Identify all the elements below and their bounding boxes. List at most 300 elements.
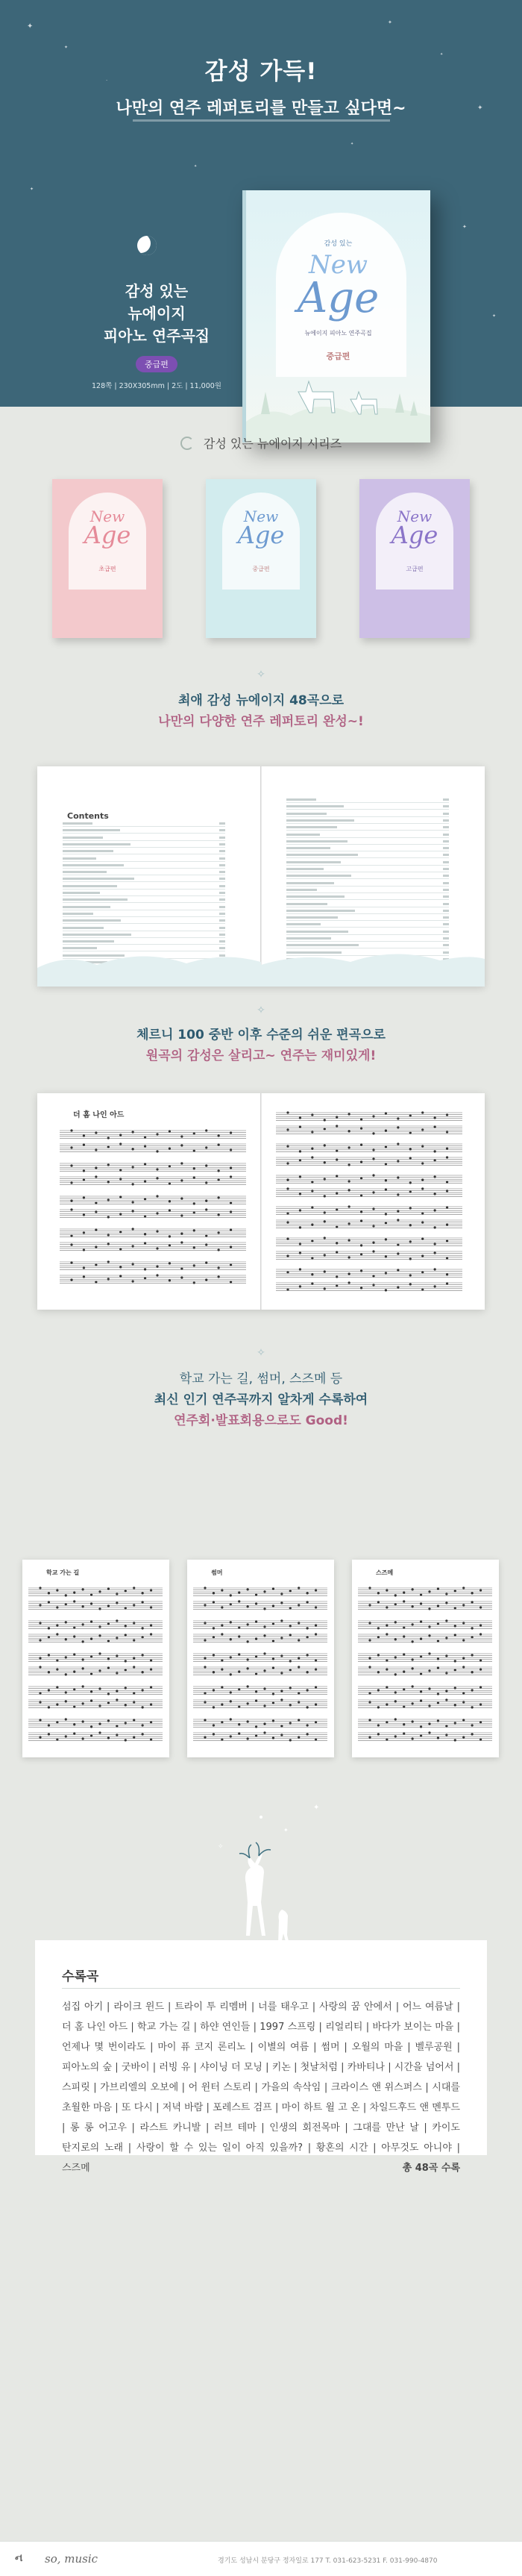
music-note [386, 1589, 388, 1591]
music-note [272, 1587, 274, 1589]
music-note [230, 1594, 232, 1596]
music-note [119, 1248, 122, 1250]
music-note [409, 1148, 412, 1150]
crescent-moon-icon [180, 437, 194, 450]
contents-row-page [443, 910, 449, 912]
music-note [403, 1600, 405, 1602]
music-note [169, 1209, 171, 1211]
music-note [397, 1210, 399, 1212]
music-note [386, 1633, 388, 1635]
music-note [169, 1200, 171, 1202]
music-note [263, 1704, 265, 1707]
music-note [144, 1233, 146, 1235]
music-note [289, 1589, 292, 1592]
music-note [218, 1178, 220, 1181]
section-line: 연주회·발표회용으로도 Good! [174, 1413, 348, 1428]
music-note [132, 1263, 134, 1265]
contents-row-text [63, 829, 120, 831]
music-note [180, 1197, 183, 1199]
hero-subheadline: 나만의 연주 레퍼토리를 만들고 싶다면~ [116, 99, 406, 118]
music-note [306, 1671, 309, 1673]
music-note [238, 1626, 240, 1628]
music-note [446, 1223, 448, 1225]
music-note [221, 1624, 223, 1626]
piece-title: 스즈메 [376, 1569, 394, 1576]
contents-row-page [443, 931, 449, 933]
music-note [286, 1254, 289, 1257]
contents-row-page [219, 829, 225, 831]
music-note [238, 1705, 240, 1707]
contents-row [286, 899, 449, 900]
music-note [56, 1633, 58, 1635]
music-note [437, 1736, 439, 1739]
music-note [324, 1254, 326, 1256]
contents-row-page [443, 819, 449, 822]
music-note [434, 1285, 436, 1287]
music-note [394, 1673, 397, 1675]
music-note [70, 1129, 72, 1131]
music-note [204, 1657, 206, 1659]
music-note [298, 1622, 300, 1624]
music-note [386, 1738, 388, 1740]
music-note [230, 1735, 232, 1737]
section-heading [0, 1369, 522, 1431]
music-note [385, 1289, 387, 1291]
music-note [420, 1734, 422, 1736]
music-note [221, 1721, 223, 1723]
contents-row-page [443, 861, 449, 863]
contents-row-text [63, 885, 117, 887]
music-note [119, 1231, 122, 1233]
music-note [428, 1590, 430, 1592]
music-note [180, 1179, 183, 1181]
music-note [286, 1111, 289, 1113]
music-note [255, 1734, 257, 1736]
contents-row-page [219, 850, 225, 852]
music-note [286, 1145, 289, 1147]
music-note [397, 1193, 399, 1195]
music-note [428, 1634, 430, 1636]
divider [62, 1988, 460, 1989]
series-book-intermediate [206, 479, 316, 638]
music-note [107, 1736, 110, 1739]
music-note [403, 1591, 405, 1593]
music-note [311, 1257, 313, 1259]
music-note [65, 1691, 67, 1693]
music-note [48, 1601, 50, 1603]
music-note [306, 1733, 309, 1735]
music-note [315, 1606, 317, 1608]
music-note [247, 1640, 249, 1642]
music-note [386, 1703, 388, 1705]
music-note [446, 1282, 448, 1284]
music-note [421, 1128, 424, 1131]
music-note [311, 1113, 313, 1116]
music-note [377, 1706, 380, 1708]
music-note [73, 1653, 75, 1655]
contents-row-page [443, 798, 449, 801]
music-note [247, 1685, 249, 1687]
music-note [446, 1257, 448, 1259]
music-note [434, 1150, 436, 1152]
contents-row-page [219, 898, 225, 901]
music-note [434, 1226, 436, 1228]
music-note [98, 1722, 101, 1725]
music-note [299, 1209, 301, 1211]
music-note [289, 1660, 292, 1662]
music-note [255, 1699, 257, 1701]
music-note [315, 1721, 317, 1723]
music-note [289, 1607, 292, 1609]
music-note [397, 1126, 399, 1128]
music-note [193, 1149, 195, 1151]
music-note [336, 1275, 338, 1278]
music-note [39, 1666, 41, 1668]
music-note [238, 1732, 240, 1734]
music-note [125, 1686, 127, 1689]
music-staff [28, 1582, 163, 1750]
music-note [306, 1689, 309, 1691]
music-note [56, 1624, 58, 1626]
star-icon: ✦ [388, 19, 392, 25]
music-note [315, 1659, 317, 1661]
music-note [311, 1206, 313, 1208]
contents-row [63, 840, 225, 841]
music-note [462, 1622, 465, 1624]
music-note [272, 1701, 274, 1704]
contents-row-page [443, 805, 449, 807]
music-note [299, 1268, 301, 1270]
music-note [445, 1601, 447, 1604]
music-note [247, 1658, 249, 1660]
music-note [299, 1242, 301, 1245]
music-note [263, 1652, 265, 1654]
music-note [83, 1213, 85, 1216]
music-note [412, 1685, 414, 1687]
svg-text:✧: ✧ [218, 1843, 224, 1851]
music-note [119, 1169, 122, 1171]
star-icon: ✦ [462, 224, 467, 230]
music-note [336, 1116, 338, 1118]
music-note [48, 1733, 50, 1735]
music-note [446, 1273, 448, 1275]
star-icon: ✦ [194, 164, 198, 169]
music-note [420, 1593, 422, 1595]
music-note [437, 1587, 439, 1589]
music-note [386, 1686, 388, 1688]
music-note [428, 1704, 430, 1707]
music-note [434, 1116, 436, 1119]
music-note [107, 1666, 110, 1669]
music-note [462, 1701, 465, 1703]
music-note [394, 1621, 397, 1623]
music-note [39, 1692, 41, 1694]
music-note [368, 1586, 371, 1589]
music-note [479, 1633, 482, 1635]
music-note [56, 1703, 58, 1705]
music-note [324, 1220, 326, 1222]
music-note [48, 1689, 50, 1691]
music-note [255, 1593, 257, 1595]
music-note [150, 1686, 152, 1688]
music-note [230, 1700, 232, 1702]
music-note [263, 1687, 265, 1689]
track-count: 총 48곡 수록 [402, 2163, 460, 2174]
music-note [298, 1719, 300, 1721]
music-note [368, 1692, 371, 1694]
music-note [434, 1125, 436, 1128]
contents-row-text [63, 837, 103, 839]
music-note [462, 1666, 465, 1668]
music-note [360, 1118, 362, 1120]
music-note [368, 1639, 371, 1641]
music-note [230, 1263, 232, 1266]
music-note [132, 1210, 134, 1212]
contents-row-page [443, 847, 449, 849]
music-note [142, 1689, 144, 1691]
music-note [263, 1634, 265, 1636]
music-note [437, 1692, 439, 1695]
music-note [263, 1669, 265, 1672]
contents-row-text [286, 854, 358, 856]
music-note [385, 1163, 387, 1165]
music-note [372, 1284, 374, 1286]
music-note [421, 1178, 424, 1181]
cover-title-top: New [243, 507, 279, 525]
music-note [238, 1635, 240, 1637]
music-note [218, 1143, 220, 1145]
music-note [446, 1156, 448, 1158]
music-note [133, 1701, 135, 1703]
music-note [48, 1636, 50, 1638]
music-note [133, 1639, 135, 1641]
music-note [454, 1660, 456, 1662]
music-note [255, 1620, 257, 1622]
music-note [56, 1589, 58, 1591]
music-note [83, 1134, 85, 1137]
contents-row-page [219, 837, 225, 839]
music-note [445, 1725, 447, 1727]
music-note [372, 1148, 374, 1151]
music-note [156, 1212, 158, 1214]
music-note [95, 1210, 97, 1213]
music-note [372, 1174, 374, 1176]
music-note [315, 1738, 317, 1740]
music-note [348, 1113, 350, 1115]
music-note [65, 1718, 67, 1720]
music-note [437, 1666, 439, 1669]
music-note [142, 1733, 144, 1735]
music-note [156, 1230, 158, 1232]
music-note [205, 1199, 207, 1201]
music-note [73, 1591, 75, 1593]
music-note [479, 1703, 482, 1705]
music-note [221, 1738, 223, 1740]
music-note [360, 1244, 362, 1246]
star-icon: ✦ [492, 313, 497, 319]
music-note [368, 1622, 371, 1624]
music-note [247, 1702, 249, 1704]
music-note [144, 1242, 146, 1244]
music-note [298, 1692, 300, 1694]
music-note [144, 1163, 146, 1165]
contents-row-page [443, 916, 449, 919]
music-note [107, 1604, 110, 1607]
music-note [150, 1589, 152, 1591]
music-note [409, 1131, 412, 1134]
music-note [70, 1278, 72, 1281]
music-note [286, 1178, 289, 1181]
music-note [289, 1669, 292, 1671]
music-note [107, 1587, 110, 1589]
music-note [90, 1699, 92, 1701]
music-note [421, 1221, 424, 1223]
music-note [83, 1178, 85, 1181]
music-note [193, 1264, 195, 1266]
music-note [454, 1722, 456, 1724]
contents-row [286, 886, 449, 887]
section-line: 체르니 100 중반 이후 수준의 쉬운 편곡으로 [136, 1028, 386, 1042]
music-note [368, 1604, 371, 1606]
music-note [403, 1653, 405, 1655]
music-note [230, 1673, 232, 1675]
music-note [306, 1627, 309, 1629]
music-note [238, 1670, 240, 1672]
series-heading [0, 434, 522, 451]
music-note [420, 1602, 422, 1604]
music-note [95, 1166, 97, 1169]
contents-row-page [219, 843, 225, 845]
music-note [428, 1722, 430, 1725]
music-note [213, 1592, 215, 1594]
music-note [205, 1208, 207, 1210]
music-note [437, 1701, 439, 1704]
music-note [479, 1721, 482, 1723]
music-note [156, 1133, 158, 1135]
music-note [39, 1701, 41, 1703]
music-note [193, 1132, 195, 1134]
book-title-line: 뉴에이지 [128, 304, 186, 322]
music-note [289, 1686, 292, 1689]
music-note [133, 1657, 135, 1659]
music-note [230, 1281, 232, 1283]
music-note [280, 1725, 283, 1727]
music-note [315, 1589, 317, 1591]
music-note [116, 1672, 118, 1674]
music-note [98, 1687, 101, 1689]
music-staff-right [276, 1108, 462, 1295]
music-note [142, 1671, 144, 1673]
music-note [65, 1621, 67, 1623]
music-note [205, 1243, 207, 1245]
music-note [230, 1201, 232, 1204]
music-note [454, 1704, 456, 1706]
music-note [445, 1619, 447, 1622]
music-note [169, 1279, 171, 1281]
music-note [255, 1672, 257, 1675]
music-note [360, 1210, 362, 1213]
music-note [180, 1267, 183, 1269]
music-note [142, 1601, 144, 1603]
music-note [289, 1739, 292, 1741]
music-note [403, 1635, 405, 1637]
music-note [412, 1640, 414, 1642]
music-note [420, 1725, 422, 1728]
music-note [204, 1666, 206, 1668]
music-note [385, 1112, 387, 1114]
music-note [286, 1221, 289, 1223]
music-note [471, 1636, 474, 1638]
music-note [107, 1137, 110, 1139]
music-note [133, 1736, 135, 1738]
music-note [446, 1131, 448, 1133]
music-note [39, 1719, 41, 1721]
music-note [280, 1672, 283, 1674]
music-note [324, 1287, 326, 1289]
music-note [95, 1281, 97, 1283]
music-note [409, 1274, 412, 1276]
music-note [142, 1706, 144, 1708]
music-note [255, 1690, 257, 1692]
music-note [107, 1260, 110, 1263]
music-note [324, 1211, 326, 1213]
music-note [218, 1266, 220, 1269]
music-note [83, 1275, 85, 1278]
music-note [428, 1652, 430, 1654]
music-note [205, 1181, 207, 1184]
music-note [394, 1691, 397, 1693]
cover-title-top: New [309, 250, 368, 280]
music-note [409, 1283, 412, 1285]
music-note [213, 1654, 215, 1656]
music-note [169, 1235, 171, 1237]
music-note [156, 1274, 158, 1276]
music-note [289, 1625, 292, 1627]
music-note [421, 1288, 424, 1290]
contents-row-text [286, 847, 330, 849]
music-note [446, 1189, 448, 1192]
music-note [377, 1654, 380, 1656]
music-note [193, 1176, 195, 1178]
music-note [412, 1588, 414, 1590]
music-note [56, 1686, 58, 1688]
music-note [397, 1219, 399, 1221]
music-note [98, 1704, 101, 1707]
music-note [311, 1131, 313, 1133]
music-note [385, 1145, 387, 1148]
music-note [238, 1688, 240, 1690]
music-note [95, 1245, 97, 1248]
music-note [70, 1181, 72, 1184]
preview-spread [187, 1560, 334, 1757]
music-note [73, 1705, 75, 1707]
music-note [298, 1736, 300, 1738]
music-note [272, 1604, 274, 1607]
section-line: 원곡의 감성은 살리고~ 연주는 재미있게! [145, 1048, 377, 1063]
music-note [286, 1288, 289, 1290]
music-note [133, 1692, 135, 1694]
music-note [218, 1134, 220, 1137]
music-note [377, 1689, 380, 1691]
music-note [377, 1671, 380, 1673]
contents-row [286, 802, 449, 803]
music-note [90, 1620, 92, 1622]
music-note [65, 1673, 67, 1675]
track-list-body [62, 1997, 460, 2178]
music-note [82, 1658, 84, 1660]
contents-row-page [443, 903, 449, 905]
music-note [299, 1150, 301, 1152]
